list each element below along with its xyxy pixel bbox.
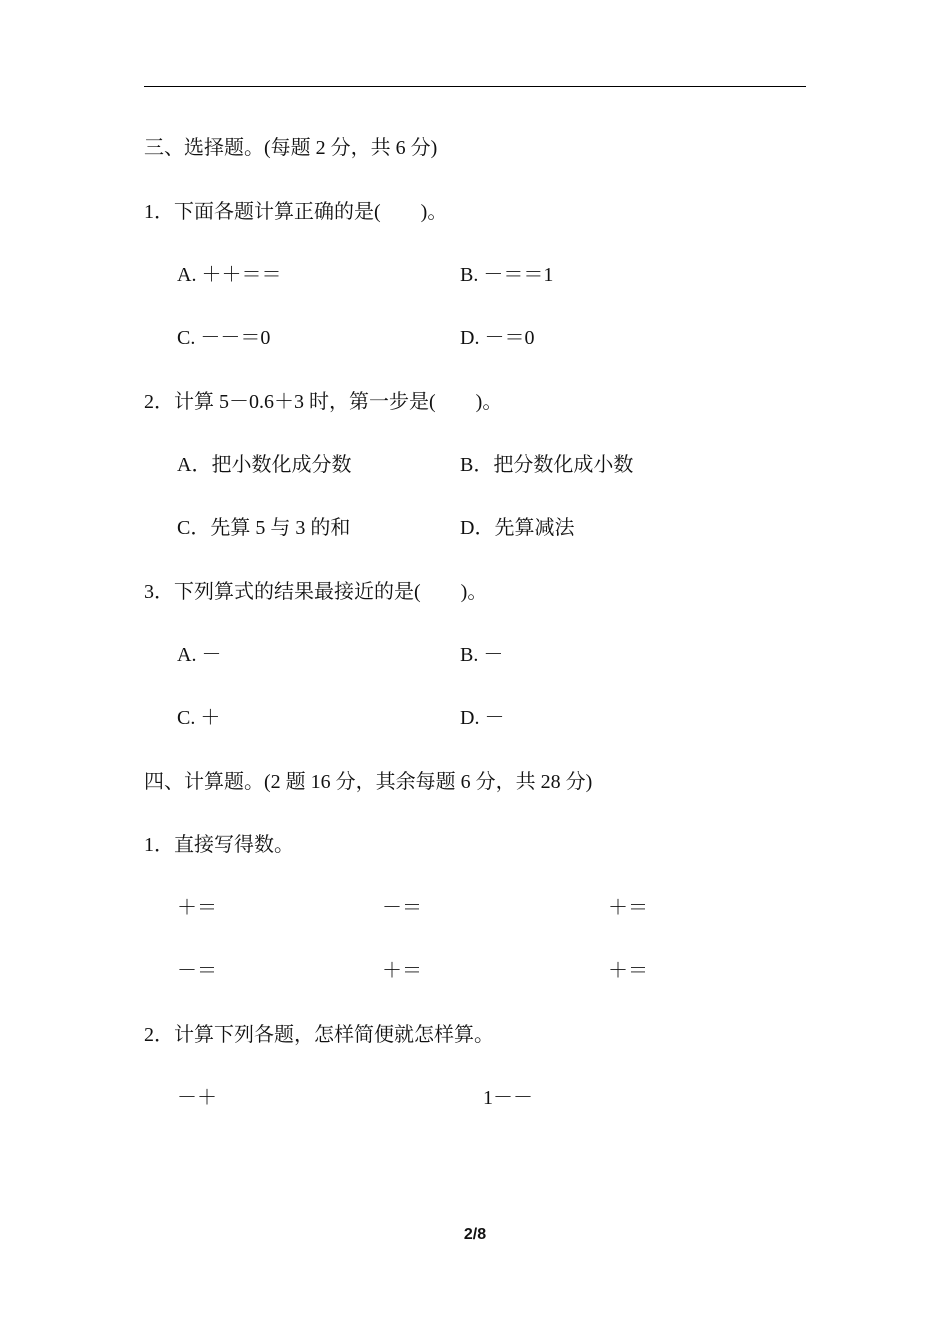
calc-expression: 1－－ [483,1087,533,1109]
header-rule [144,86,806,87]
page-number: 2/8 [463,1226,487,1243]
calc-item: ＋＝ [382,960,422,982]
q3-option-a: A. － [177,644,222,666]
q1-option-a: A. ＋＋＝＝ [177,264,282,286]
q3-option-c: C. ＋ [177,707,221,729]
q1-stem: 1．下面各题计算正确的是( )。 [144,201,448,223]
calc-q2-stem: 2．计算下列各题，怎样简便就怎样算。 [144,1024,494,1046]
section4-heading: 四、计算题。(2 题 16 分，其余每题 6 分，共 28 分) [144,771,593,793]
calc-expression: －＋ [177,1087,217,1109]
q2-option-c: C．先算 5 与 3 的和 [177,517,351,539]
q1-option-c: C. －－＝0 [177,327,271,349]
q2-option-b: B．把分数化成小数 [460,454,634,476]
calc-q1-stem: 1．直接写得数。 [144,834,294,856]
q1-option-d: D. －＝0 [460,327,535,349]
section3-heading: 三、选择题。(每题 2 分，共 6 分) [144,137,438,159]
q2-option-a: A．把小数化成分数 [177,454,352,476]
q3-option-d: D. － [460,707,505,729]
calc-item: ＋＝ [177,897,217,919]
q2-stem: 2．计算 5－0.6＋3 时，第一步是( )。 [144,391,503,413]
calc-item: －＝ [177,960,217,982]
calc-item: ＋＝ [608,960,648,982]
q2-option-d: D．先算减法 [460,517,575,539]
q3-option-b: B. － [460,644,504,666]
q3-stem: 3．下列算式的结果最接近的是( )。 [144,581,488,603]
q1-option-b: B. －＝＝1 [460,264,554,286]
calc-item: ＋＝ [608,897,648,919]
calc-item: －＝ [382,897,422,919]
